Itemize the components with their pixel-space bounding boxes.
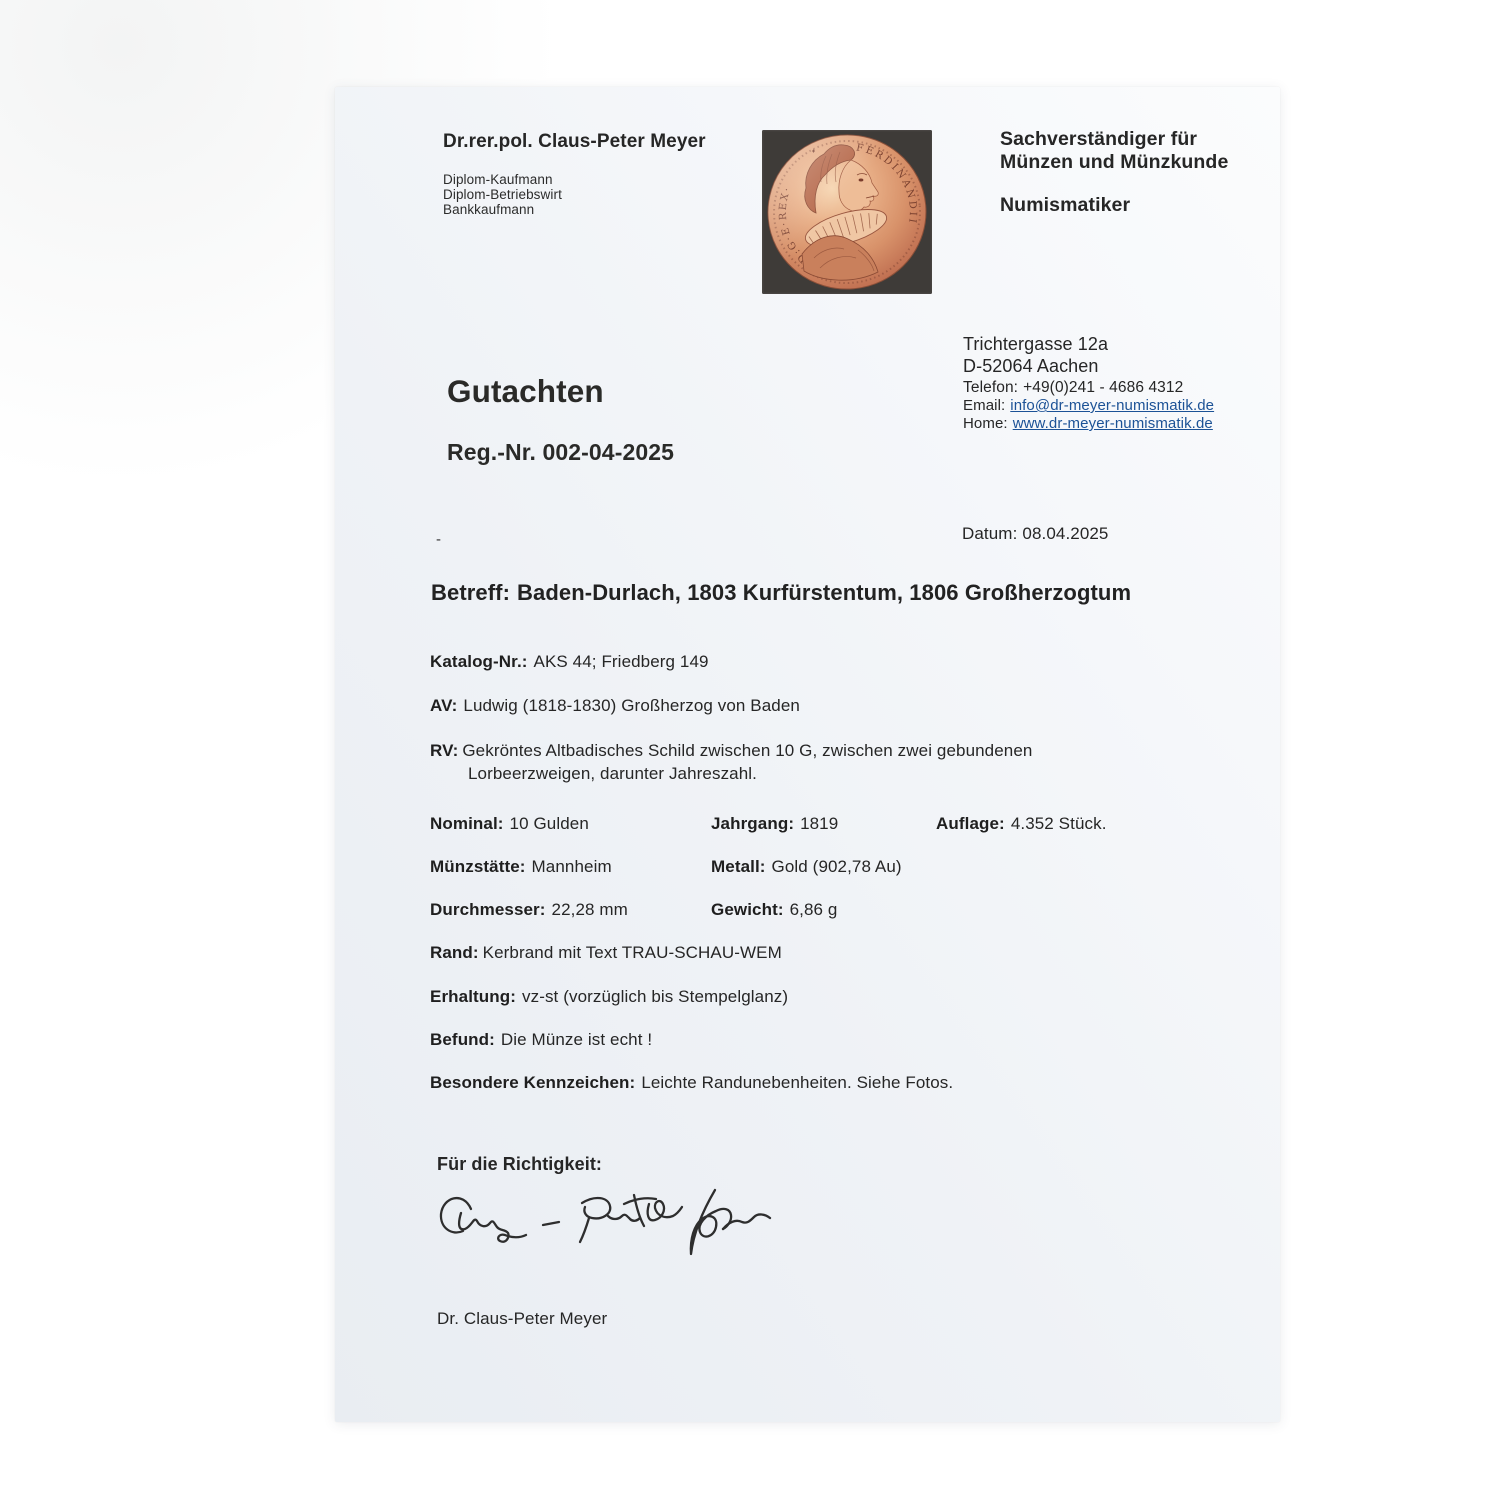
obverse-label: AV: (430, 696, 458, 715)
expert-title-line1: Sachverständiger für (1000, 128, 1198, 150)
weight-value: 6,86 g (789, 900, 838, 919)
grade-label: Erhaltung: (430, 987, 516, 1006)
edge-row (430, 943, 782, 963)
catalog-row (430, 652, 709, 672)
catalog-label: Katalog-Nr.: (430, 652, 528, 671)
coin-illustration (762, 130, 932, 294)
credential-line: Diplom-Betriebswirt (443, 187, 562, 202)
year-cell (711, 814, 838, 834)
homepage-link[interactable]: www.dr-meyer-numismatik.de (1012, 415, 1213, 432)
expert-title (1000, 128, 1228, 174)
obverse-value: Ludwig (1818-1830) Großherzog von Baden (463, 696, 800, 715)
expert-title-line2: Münzen und Münzkunde (1000, 151, 1229, 173)
home-label: Home: (963, 415, 1008, 432)
diameter-value: 22,28 mm (551, 900, 628, 919)
year-value: 1819 (800, 814, 839, 833)
remarks-label: Besondere Kennzeichen: (430, 1073, 636, 1092)
mintage-label: Auflage: (936, 814, 1005, 833)
phone-label: Telefon: (963, 379, 1019, 396)
mint-label: Münzstätte: (430, 857, 526, 876)
metal-label: Metall: (711, 857, 766, 876)
verdict-value: Die Münze ist echt ! (500, 1030, 653, 1049)
credential-line: Diplom-Kaufmann (443, 172, 553, 187)
nominal-value: 10 Gulden (509, 814, 589, 833)
remarks-value: Leichte Randunebenheiten. Siehe Fotos. (641, 1073, 954, 1092)
metal-value: Gold (902,78 Au) (771, 857, 902, 876)
verdict-row (430, 1030, 652, 1050)
metal-cell (711, 857, 902, 877)
phone-number: +49(0)241 - 4686 4312 (1023, 379, 1184, 396)
reverse-label: RV: (430, 741, 459, 760)
catalog-value: AKS 44; Friedberg 149 (533, 652, 709, 671)
expert-name: Dr.rer.pol. Claus-Peter Meyer (443, 131, 706, 152)
remarks-row (430, 1073, 953, 1093)
grade-row (430, 987, 788, 1007)
date-row (962, 524, 1109, 544)
contact-street: Trichtergasse 12a (963, 334, 1109, 354)
signed-name: Dr. Claus-Peter Meyer (437, 1309, 608, 1328)
date-value: 08.04.2025 (1022, 524, 1109, 543)
diameter-cell (430, 900, 628, 920)
mintage-cell (936, 814, 1107, 834)
reverse-value-line2: Lorbeerzweigen, darunter Jahreszahl. (468, 764, 757, 783)
weight-label: Gewicht: (711, 900, 784, 919)
contact-phone (963, 378, 1183, 397)
mint-value: Mannheim (531, 857, 612, 876)
contact-city: D-52064 Aachen (963, 356, 1099, 376)
stray-dash-mark: - (436, 531, 442, 548)
credential-line: Bankkaufmann (443, 202, 535, 217)
signature-handwriting (435, 1177, 780, 1277)
contact-home-row (963, 415, 1213, 434)
year-label: Jahrgang: (711, 814, 795, 833)
closing-statement: Für die Richtigkeit: (437, 1154, 603, 1174)
coin-photo (762, 130, 932, 294)
date-label: Datum: (962, 524, 1018, 543)
diameter-label: Durchmesser: (430, 900, 546, 919)
contact-email-row (963, 397, 1214, 416)
nominal-label: Nominal: (430, 814, 504, 833)
email-label: Email: (963, 397, 1006, 414)
mint-cell (430, 857, 612, 877)
edge-value: Kerbrand mit Text TRAU-SCHAU-WEM (482, 943, 782, 962)
grade-value: vz-st (vorzüglich bis Stempelglanz) (522, 987, 789, 1006)
email-link[interactable]: info@dr-meyer-numismatik.de (1010, 397, 1215, 414)
nominal-cell (430, 814, 589, 834)
obverse-row (430, 696, 800, 716)
mintage-value: 4.352 Stück. (1010, 814, 1107, 833)
certificate-paper (335, 87, 1280, 1422)
reverse-value-line1: Gekröntes Altbadisches Schild zwischen 10 G, zwischen zwei gebundenen (462, 741, 1033, 760)
verdict-label: Befund: (430, 1030, 495, 1049)
profession-label: Numismatiker (1000, 194, 1131, 216)
weight-cell (711, 900, 837, 920)
document-title: Gutachten (447, 373, 604, 409)
subject-value: Baden-Durlach, 1803 Kurfürstentum, 1806 Großherzogtum (517, 580, 1132, 605)
edge-label: Rand: (430, 943, 479, 962)
subject-row (431, 580, 1131, 606)
registration-number: Reg.-Nr. 002-04-2025 (447, 439, 675, 465)
subject-label: Betreff: (431, 580, 511, 605)
reverse-row (430, 741, 1032, 761)
